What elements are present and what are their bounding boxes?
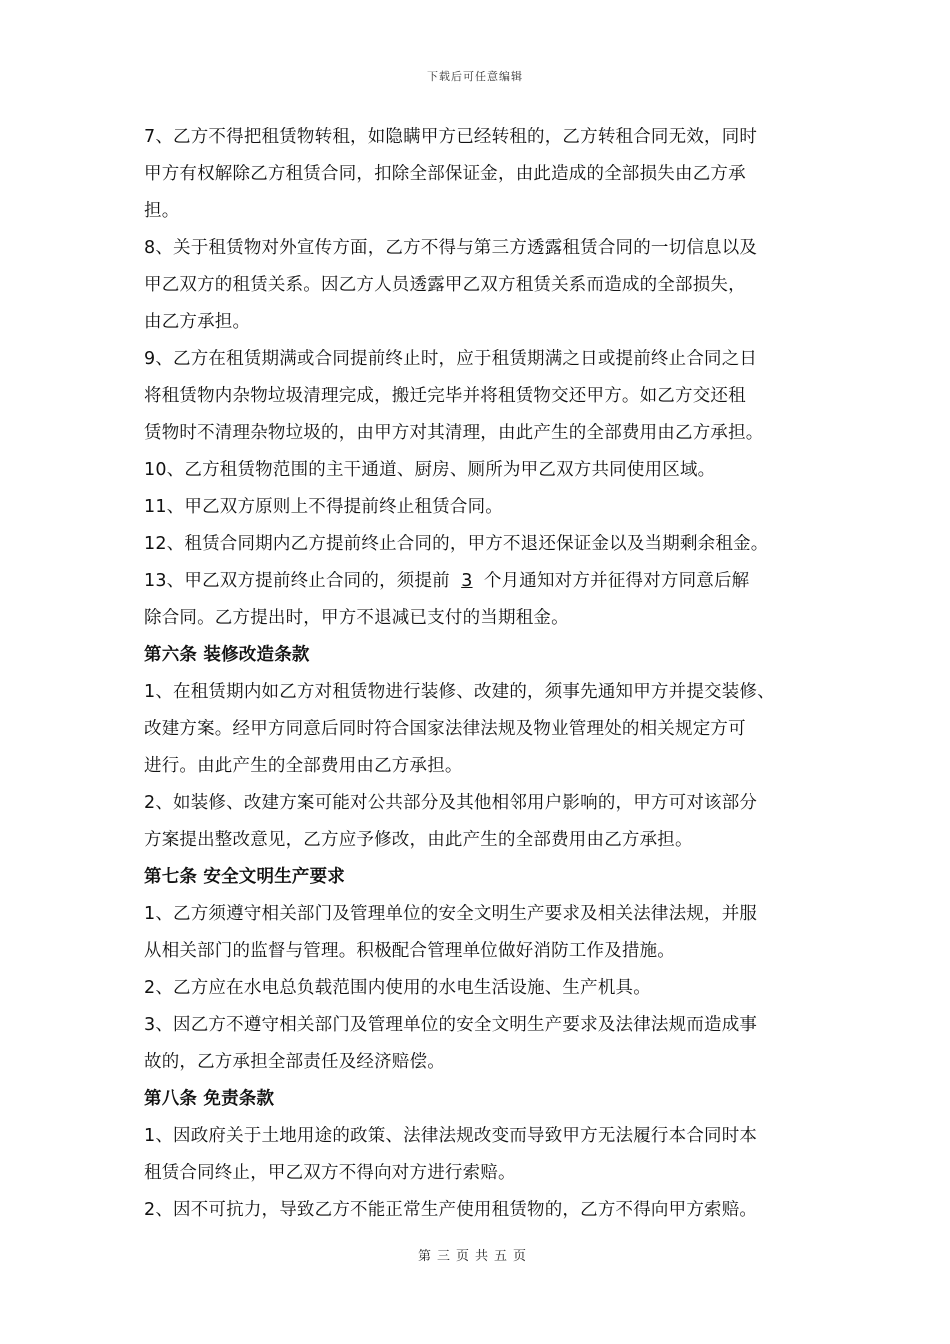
page-footer: 第三页共五页 [417,1249,532,1264]
clause-line: 11、甲乙双方原则上不得提前终止租赁合同。 [144,497,503,517]
clause-line: 进行。由此产生的全部费用由乙方承担。 [144,756,463,776]
clause-line: 将租赁物内杂物垃圾清理完成，搬迁完毕并将租赁物交还甲方。如乙方交还租 [144,386,746,406]
section-heading-8: 第八条 免责条款 [144,1089,275,1109]
clause-line: 2、乙方应在水电总负载范围内使用的水电生活设施、生产机具。 [144,978,651,998]
clause-13-after: 个月通知对方并征得对方同意后解 [483,571,750,591]
clause-line: 1、因政府关于土地用途的政策、法律法规改变而导致甲方无法履行本合同时本 [144,1126,758,1146]
clause-line: 7、乙方不得把租赁物转租，如隐瞒甲方已经转租的，乙方转租合同无效，同时 [144,127,758,147]
notice-months-blank: 3 [461,571,473,591]
clause-line: 故的，乙方承担全部责任及经济赔偿。 [144,1052,445,1072]
clause-line: 8、关于租赁物对外宣传方面，乙方不得与第三方透露租赁合同的一切信息以及 [144,238,758,258]
clause-line: 1、乙方须遵守相关部门及管理单位的安全文明生产要求及相关法律法规，并服 [144,904,758,924]
clause-line: 改建方案。经甲方同意后同时符合国家法律法规及物业管理处的相关规定方可 [144,719,746,739]
clause-line-13 [144,563,824,600]
page-header: 下载后可任意编辑 [427,70,523,83]
clause-line: 12、租赁合同期内乙方提前终止合同的，甲方不退还保证金以及当期剩余租金。 [144,534,769,554]
clause-line: 从相关部门的监督与管理。积极配合管理单位做好消防工作及措施。 [144,941,675,961]
clause-line: 2、因不可抗力，导致乙方不能正常生产使用租赁物的，乙方不得向甲方索赔。 [144,1200,758,1220]
section-heading-6: 第六条 装修改造条款 [144,645,310,665]
clause-line: 担。 [144,201,180,221]
clause-line: 甲方有权解除乙方租赁合同，扣除全部保证金，由此造成的全部损失由乙方承 [144,164,746,184]
clause-line: 赁物时不清理杂物垃圾的，由甲方对其清理，由此产生的全部费用由乙方承担。 [144,423,764,443]
clause-line: 甲乙双方的租赁关系。因乙方人员透露甲乙双方租赁关系而造成的全部损失， [144,275,746,295]
clause-line: 2、如装修、改建方案可能对公共部分及其他相邻用户影响的，甲方可对该部分 [144,793,758,813]
clause-line: 租赁合同终止，甲乙双方不得向对方进行索赔。 [144,1163,516,1183]
document-body [144,119,824,1229]
clause-13-before: 13、甲乙双方提前终止合同的，须提前 [144,571,450,591]
clause-line: 9、乙方在租赁期满或合同提前终止时，应于租赁期满之日或提前终止合同之日 [144,349,758,369]
section-heading-7: 第七条 安全文明生产要求 [144,867,345,887]
clause-line: 10、乙方租赁物范围的主干通道、厨房、厕所为甲乙双方共同使用区域。 [144,460,716,480]
clause-line: 1、在租赁期内如乙方对租赁物进行装修、改建的，须事先通知甲方并提交装修、 [144,682,775,702]
clause-line: 除合同。乙方提出时，甲方不退减已支付的当期租金。 [144,608,569,628]
clause-line: 3、因乙方不遵守相关部门及管理单位的安全文明生产要求及法律法规而造成事 [144,1015,758,1035]
clause-line: 由乙方承担。 [144,312,251,332]
clause-line: 方案提出整改意见，乙方应予修改，由此产生的全部费用由乙方承担。 [144,830,693,850]
